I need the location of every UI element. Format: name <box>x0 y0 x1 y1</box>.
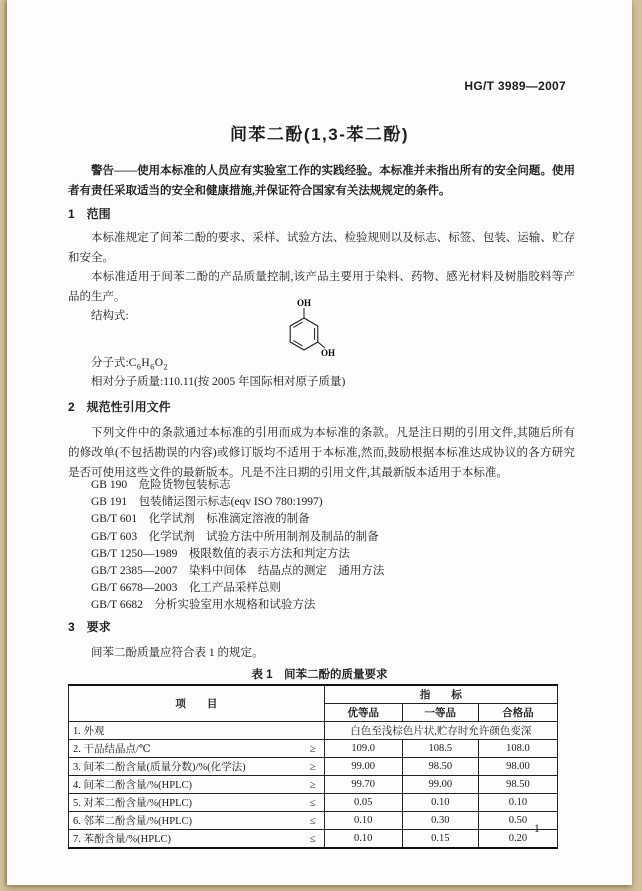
section-heading-references: 2 规范性引用文件 <box>68 400 171 414</box>
table-row: 7. 苯酚含量/%(HPLC) ≤ 0.10 0.15 0.20 <box>69 830 558 849</box>
structure-label: 结构式: <box>91 310 129 322</box>
table-row <box>69 722 558 740</box>
document-page <box>7 0 632 885</box>
chemical-structure-diagram <box>273 297 337 366</box>
table-row: 5. 对苯二酚含量/%(HPLC) ≤ 0.05 0.10 0.10 <box>69 794 558 812</box>
warning-paragraph: 警告——使用本标准的人员应有实验室工作的实践经验。本标准并未指出所有的安全问题。使用者有责任采取适当的安全和健康措施,并保证符合国家有关法规规定的条件。 <box>68 165 575 197</box>
reference-item: GB 191 包装储运图示标志(eqv ISO 780:1997) <box>91 496 323 509</box>
scope-paragraph-2: 本标准适用于间苯二酚的产品质量控制,该产品主要用于染料、药物、感光材料及树脂胶料等产品的生产。 <box>68 271 575 303</box>
row-item-name: 7. 苯酚含量/%(HPLC) <box>73 834 171 845</box>
benzene-ring-drawing <box>273 297 337 361</box>
section-heading-requirements: 3 要求 <box>68 620 111 634</box>
molecular-formula-line <box>68 354 168 371</box>
comparison-symbol: ≤ <box>309 814 316 827</box>
quality-requirements-table <box>68 684 558 849</box>
indicator-header: 指 标 <box>324 685 557 704</box>
scope-paragraph-1: 本标准规定了间苯二酚的要求、采样、试验方法、检验规则以及标志、标签、包装、运输、贮存和安全。 <box>68 232 575 264</box>
row-span-value: 白色至浅棕色片状,贮存时允许颜色变深 <box>324 722 557 740</box>
comparison-symbol: ≥ <box>309 760 316 773</box>
table-header-row <box>69 685 558 704</box>
table-caption: 表 1 间苯二酚的质量要求 <box>251 669 388 681</box>
row-item-name: 3. 间苯二酚含量(质量分数)/%(化学法) <box>73 762 246 773</box>
relative-molecular-mass-line: 相对分子质量:110.11(按 2005 年国际相对原子质量) <box>91 376 346 388</box>
grade-header-first: 一等品 <box>402 704 478 722</box>
comparison-symbol: ≥ <box>309 742 316 755</box>
hydroxyl-label-top: OH <box>296 298 312 308</box>
reference-item: GB/T 603 化学试剂 试验方法中所用制剂及制品的制备 <box>91 530 379 543</box>
comparison-symbol: ≥ <box>309 778 316 791</box>
row-item-name: 6. 邻苯二酚含量/%(HPLC) <box>73 816 192 827</box>
table-row: 6. 邻苯二酚含量/%(HPLC) ≤ 0.10 0.30 0.50 <box>69 812 558 830</box>
row-item-name: 4. 间苯二酚含量/%(HPLC) <box>73 780 192 791</box>
table-row: 3. 间苯二酚含量(质量分数)/%(化学法) ≥ 99.00 98.50 98.00 <box>69 758 558 776</box>
document-title: 间苯二酚(1,3-苯二酚) <box>229 125 410 144</box>
section-heading-scope: 1 范围 <box>68 207 111 221</box>
row-item-name: 5. 对苯二酚含量/%(HPLC) <box>73 798 192 809</box>
hydroxyl-label-bottom: OH <box>320 348 336 358</box>
reference-item: GB/T 2385—2007 染料中间体 结晶点的测定 通用方法 <box>91 565 385 578</box>
molecular-formula-label: 分子式: <box>91 357 129 369</box>
comparison-symbol: ≤ <box>309 796 316 809</box>
reference-item: GB/T 1250—1989 极限数值的表示方法和判定方法 <box>91 547 350 560</box>
row-item-name: 2. 干品结晶点/℃ <box>73 744 151 755</box>
reference-item: GB 190 危险货物包装标志 <box>91 479 231 491</box>
item-column-header: 项 目 <box>69 685 325 722</box>
page-number: 1 <box>534 823 540 835</box>
grade-header-premium: 优等品 <box>324 704 402 722</box>
comparison-symbol: ≤ <box>309 832 316 845</box>
molecular-formula: $C_6H_6O_2$ <box>128 357 168 372</box>
grade-header-qualified: 合格品 <box>478 704 557 722</box>
requirements-paragraph: 间苯二酚质量应符合表 1 的规定。 <box>91 647 264 659</box>
reference-item: GB/T 6682 分析实验室用水规格和试验方法 <box>91 599 316 612</box>
reference-item: GB/T 601 化学试剂 标准滴定溶液的制备 <box>91 513 310 526</box>
table-row: 4. 间苯二酚含量/%(HPLC) ≥ 99.70 99.00 98.50 <box>69 776 558 794</box>
table-row: 2. 干品结晶点/℃ ≥ 109.0 108.5 108.0 <box>69 740 558 758</box>
references-list <box>68 477 575 615</box>
standard-number: HG/T 3989—2007 <box>464 79 566 93</box>
row-item-name: 1. 外观 <box>73 726 105 737</box>
references-intro: 下列文件中的条款通过本标准的引用而成为本标准的条款。凡是注日期的引用文件,其随后所有的修改单(不包括勘误的内容)或修订版均不适用于本标准,然而,鼓励根据本标准达成协议的各方研究是否可使用这些文件的最新版本。凡是不注日期的引用文件,其最新版本适用于本标准。 <box>68 427 575 479</box>
reference-item: GB/T 6678—2003 化工产品采样总则 <box>91 582 281 595</box>
